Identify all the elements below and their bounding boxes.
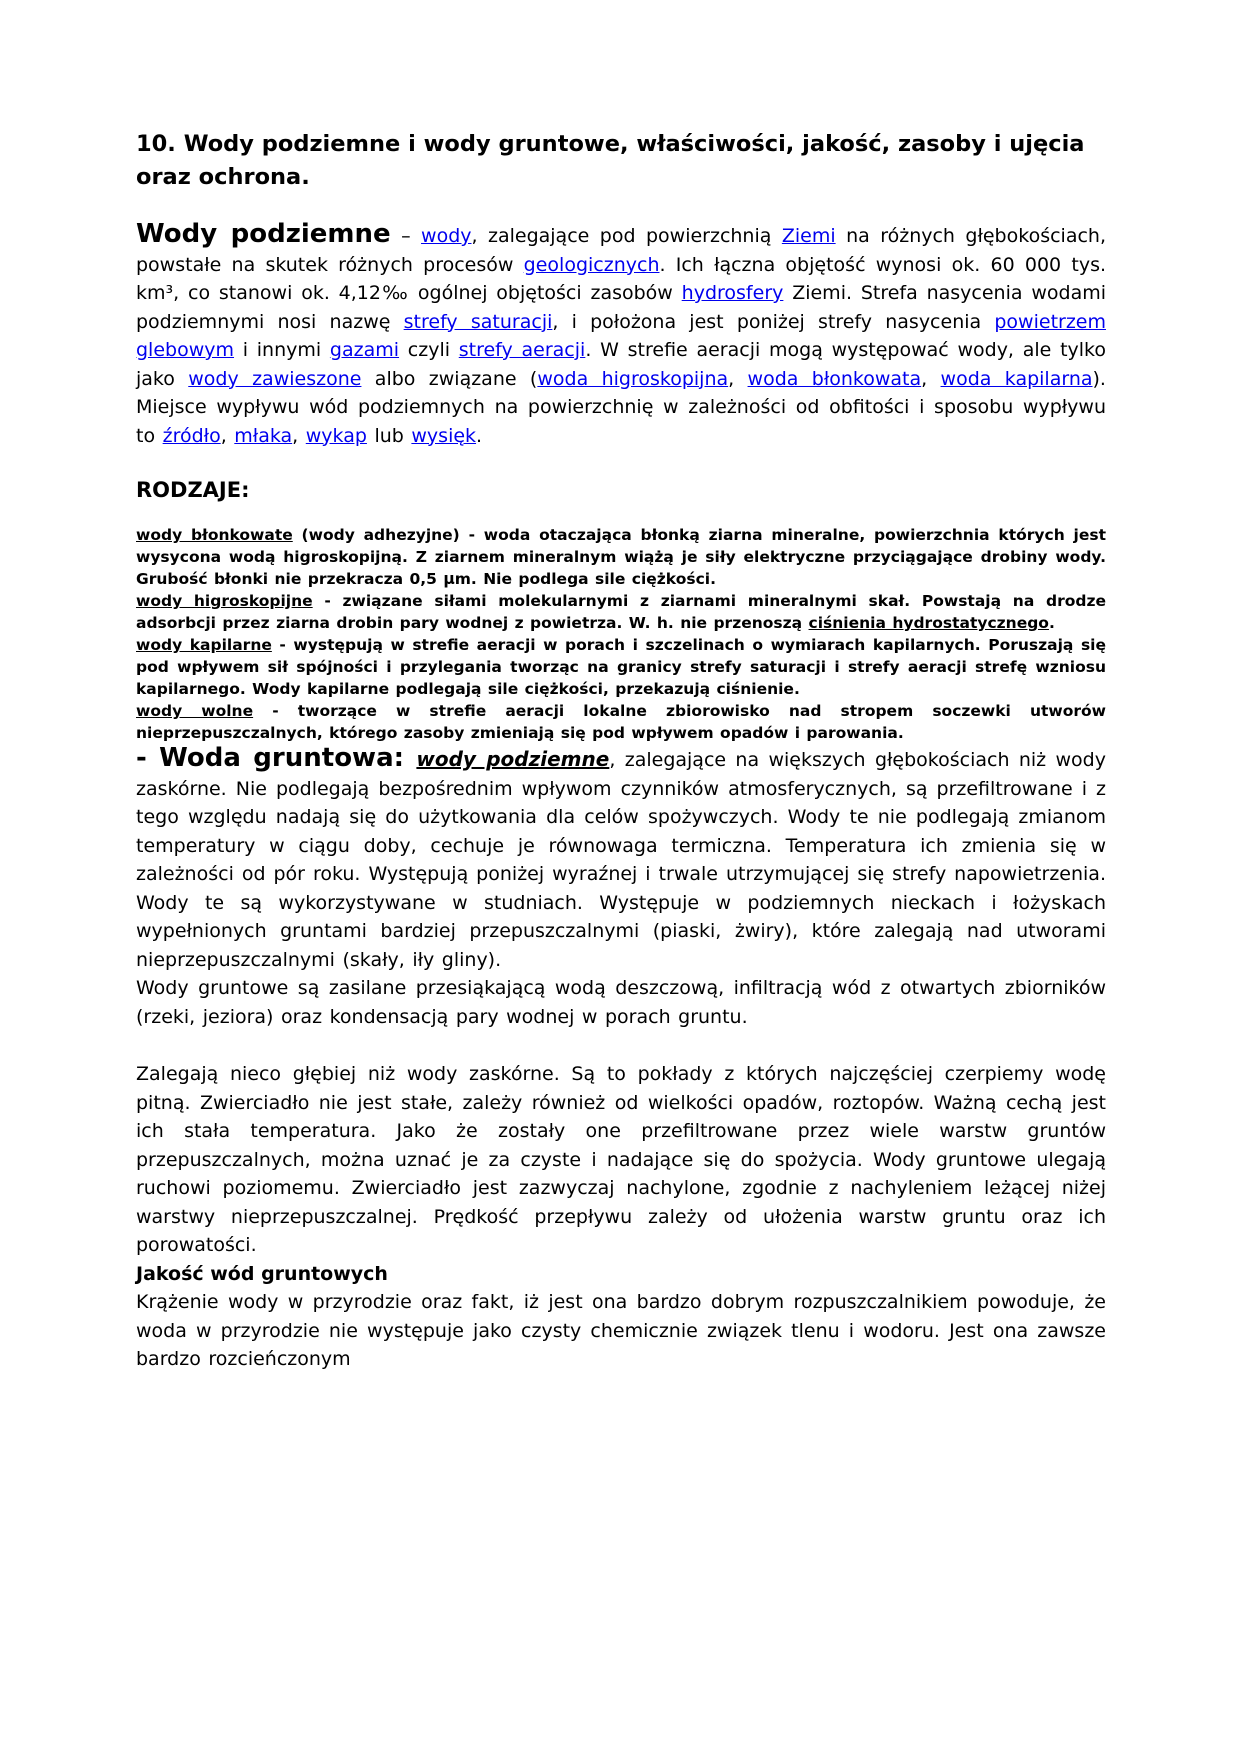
text-run: Wody gruntowe są zasilane przesiąkającą wodą deszczową, infiltracją wód z otwartych zbiorników (rzeki, jeziora) oraz kondensacją pary wodnej w porach gruntu. [136,977,1106,1028]
intro-paragraph [136,220,1106,450]
paragraph-zasilanie [136,974,1106,1031]
text-run: - występują w strefie aeracji w porach i szczelinach o wymiarach kapilarnych. Poruszają się pod wpływem sił spójności i przylegania tworząc na granicy strefy saturacji i strefy aeracji strefę wzniosu kapilarnego. Wody kapilarne podlegają sile ciężkości, przekazują ciśnienie. [136,636,1107,698]
text-run: Ziemi. Strefa nasycenia wodami podziemnymi nosi nazwę [136,282,1106,333]
text-run: Jakość wód gruntowych [136,1262,388,1285]
definition-wody-blonkowate [136,524,1106,590]
text-run: , [292,424,306,447]
text-run: wody błonkowate [136,526,293,544]
text-run: - Woda gruntowa: [136,743,417,773]
text-run: . [1048,614,1055,632]
heading-jakosc-wod-gruntowych [136,1260,1106,1289]
text-run: ). Miejsce wypływu wód podziemnych na powierzchnię w zależności od obfitości i sposobu wypływu to [136,367,1106,447]
text-run: czyli [399,339,459,361]
text-run: albo związane ( [361,367,538,390]
text-run: , zalegające na większych głębokościach niż wody zaskórne. Nie podlegają bezpośrednim wpływom czynników atmosferycznych, są przefiltrowane i z tego względu nadają się do użytkowania dla celów spożywczych. Wody te nie podlegają zmianom temperatury w ciągu doby, cechuje je równowaga termiczna. Temperatura ich zmienia się w zależności od pór roku. Występują poniżej wyraźnej i trwale utrzymującej się strefy napowietrzenia. Wody te są wykorzystywane w studniach. Występuje w podziemnych nieckach i łożyskach wypełnionych gruntami bardziej przepuszczalnymi (piaski, żwiry), które zalegają nad utworami nieprzepuszczalnymi (skały, iły gliny). [136,749,1106,971]
paragraph-krazenie-wody [136,1288,1106,1374]
hyperlink-strefy-saturacji[interactable]: strefy saturacji [403,310,553,333]
text-run: 10. Wody podziemne i wody gruntowe, właściwości, jakość, zasoby i ujęcia oraz ochrona. [136,131,1085,190]
text-run: i innymi [234,339,330,361]
definition-wody-wolne [136,700,1106,744]
text-run: . W strefie aeracji mogą występować wody, ale tylko jako [136,339,1106,390]
text-run: Zalegają nieco głębiej niż wody zaskórne. Są to pokłady z których najczęściej czerpiemy wodę pitną. Zwierciadło nie jest stałe, zależy również od wielkości opadów, roztopów. Ważną cechą jest ich stała temperatura. Jako że zostały one przefiltrowane przez wiele warstw gruntów przepuszczalnych, można uznać je za czyste i nadające się do spożycia. Wody gruntowe ulegają ruchowi poziomemu. Zwierciadło jest zazwyczaj nachylone, zgodnie z nachyleniem leżącej niżej warstwy nieprzepuszczalnej. Prędkość przepływu zależy od ułożenia warstw gruntu oraz ich porowatości. [136,1063,1106,1256]
text-run: , [921,367,941,390]
definition-wody-kapilarne [136,634,1106,700]
text-run: - związane siłami molekularnymi z ziarnami mineralnymi skał. Powstają na drodze adsorbcji przez ziarna drobin pary wodnej z powietrza. W. h. nie przenoszą [136,592,1107,632]
hyperlink-geologicznych[interactable]: geologicznych [523,253,660,276]
hyperlink-woda-higroskopijna[interactable]: woda higroskopijna [537,367,729,390]
text-run: na różnych głębokościach, powstałe na skutek różnych procesów [136,225,1106,276]
text-run: ciśnienia hydrostatycznego [808,614,1049,632]
text-run: – [390,225,422,247]
hyperlink-ziemi[interactable]: Ziemi [781,225,836,247]
text-run: wody higroskopijne [136,592,313,610]
hyperlink-hydrosfery[interactable]: hydrosfery [681,282,784,304]
text-run: , i położona jest poniżej strefy nasycenia [552,310,995,333]
text-run: - tworzące w strefie aeracji lokalne zbiorowisko nad stropem soczewki utworów nieprzepuszczalnych, którego zasoby zmieniają się pod wpływem opadów i parowania. [136,702,1106,742]
hyperlink-woda-blonkowata[interactable]: woda błonkowata [747,367,922,390]
hyperlink-zrodlo[interactable]: źródło [162,424,221,447]
heading-rodzaje [136,478,1106,502]
hyperlink-mlaka[interactable]: młaka [234,424,293,447]
text-run: wody podziemne [416,747,610,771]
text-run: Wody podziemne [136,219,391,249]
hyperlink-strefy-aeracji[interactable]: strefy aeracji [458,339,586,361]
text-run: RODZAJE: [136,478,250,502]
hyperlink-wody[interactable]: wody [421,225,472,247]
hyperlink-gazami[interactable]: gazami [329,339,400,361]
paragraph-zaleganie [136,1060,1106,1260]
hyperlink-wykap[interactable]: wykap [305,424,367,447]
text-run: (wody adhezyjne) - woda otaczająca błonką ziarna mineralne, powierzchnia których jest wysycona wodą higroskopijną. Z ziarnem mineralnym wiążą je siły elektryczne przyciągające drobiny wody. Grubość błonki nie przekracza 0,5 μm. Nie podlega sile ciężkości. [136,526,1106,588]
text-run: , [728,367,748,390]
text-run: . [476,424,483,447]
hyperlink-woda-kapilarna[interactable]: woda kapilarna [940,367,1093,390]
hyperlink-wysiek[interactable]: wysięk [411,424,477,447]
definition-wody-higroskopijne [136,590,1106,634]
document-body [136,128,1106,1374]
text-run: Krążenie wody w przyrodzie oraz fakt, iż jest ona bardzo dobrym rozpuszczalnikiem powoduje, że woda w przyrodzie nie występuje jako czysty chemicznie związek tlenu i wodoru. Jest ona zawsze bardzo rozcieńczonym [136,1291,1106,1370]
text-run: wody kapilarne [136,636,272,654]
text-run: , [220,424,235,447]
text-run: lub [366,424,412,447]
hyperlink-powietrzem-glebowym[interactable]: powietrzem glebowym [136,310,1106,361]
text-run: wody wolne [136,702,254,720]
text-run: . Ich łączna objętość wynosi ok. 60 000 tys. km³, co stanowi ok. 4,12‰ ogólnej objętości zasobów [136,253,1107,304]
text-run: , zalegające pod powierzchnią [471,225,782,247]
paragraph-spacer [136,1031,1106,1060]
document-title [136,128,1106,194]
hyperlink-wody-zawieszone[interactable]: wody zawieszone [188,367,362,390]
paragraph-woda-gruntowa [136,744,1106,974]
